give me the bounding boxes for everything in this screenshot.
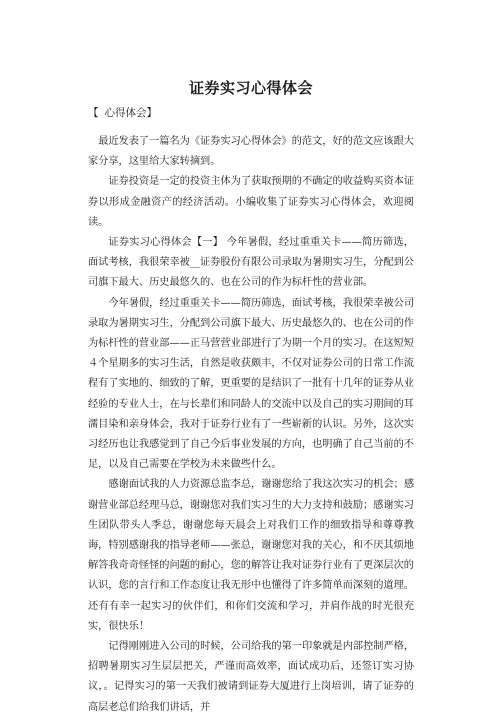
body-paragraph-4: 感谢面试我的人力资源总监李总，谢谢您给了我这次实习的机会；感谢营业部总经理马总，谢谢您对我们实习生的大力支持和鼓励；感谢实习生团队带头人季总，谢谢您每天晨会上对我们工作的细致指导和尊尊教诲，特别感谢我的指导老师——张总，谢谢您对我的关心，和不厌其烦地解答我奇奇怪怪的问题的耐心，您的解答让我对证券行业有了更深层次的认识，您的言行和工作态度让我无形中也懂得了许多简单而深刻的道理。还有有幸一起实习的伙伴们，和你们交流和学习，并肩作战的时光很充实，很快乐！ <box>88 479 415 632</box>
document-title: 证券实习心得体会 <box>188 79 313 97</box>
body-paragraph-3: 今年暑假，经过重重关卡——简历筛选，面试考核，我很荣幸被公司录取为暑期实习生，分配到公司旗下最大、历史最悠久的、也在公司的作为标杆性的营业部——正马营营业部进行了为期一个月的实习。在这短短４个星期多的实习生活，自然是收获颇丰，不仅对证券公司的日常工作流程有了实地的、细致的了解，更重要的是结识了一批有十几年的证券从业经验的专业人士，在与长辈们和同龄人的交流中以及自己的实习期间的耳濡目染和亲身体会，我对于证券行业有了一些崭新的认识。另外，这次实习经历也让我感觉到了自己今后事业发展的方向，也明确了自己当前的不足，以及自己需要在学校为未来做些什么。 <box>88 297 415 471</box>
category-tag-text: 心得体会】 <box>104 107 157 119</box>
intro-paragraph: 最近发表了一篇名为《证券实习心得体会》的范文，好的范文应该跟大家分享，这里给大家转摘到。 <box>88 136 414 168</box>
category-tag-bracket: 【 <box>88 107 99 119</box>
body-paragraph-5: 记得刚刚进入公司的时候，公司给我的第一印象就是内部控制严格，招聘暑期实习生层层把关，严谨而高效率，面试成功后，还签订实习协议，。记得实习的第一天我们被请到证券大厦进行上岗培训，请了证券的高层老总们给我们讲话，并 <box>88 641 415 713</box>
body-paragraph-2: 证券实习心得体会【一】 今年暑假，经过重重关卡——简历筛选，面试考核，我很荣幸被__证券股份有限公司录取为暑期实习生，分配到公司旗下最大、历史最悠久的、也在公司的作为标杆性的营业部。 <box>88 237 414 289</box>
category-tag <box>88 104 414 122</box>
body-paragraph-1: 证券投资是一定的投资主体为了获取预期的不确定的收益购买资本证券以形成金融资产的经济活动。小编收集了证券实习心得体会，欢迎阅读。 <box>88 176 415 228</box>
